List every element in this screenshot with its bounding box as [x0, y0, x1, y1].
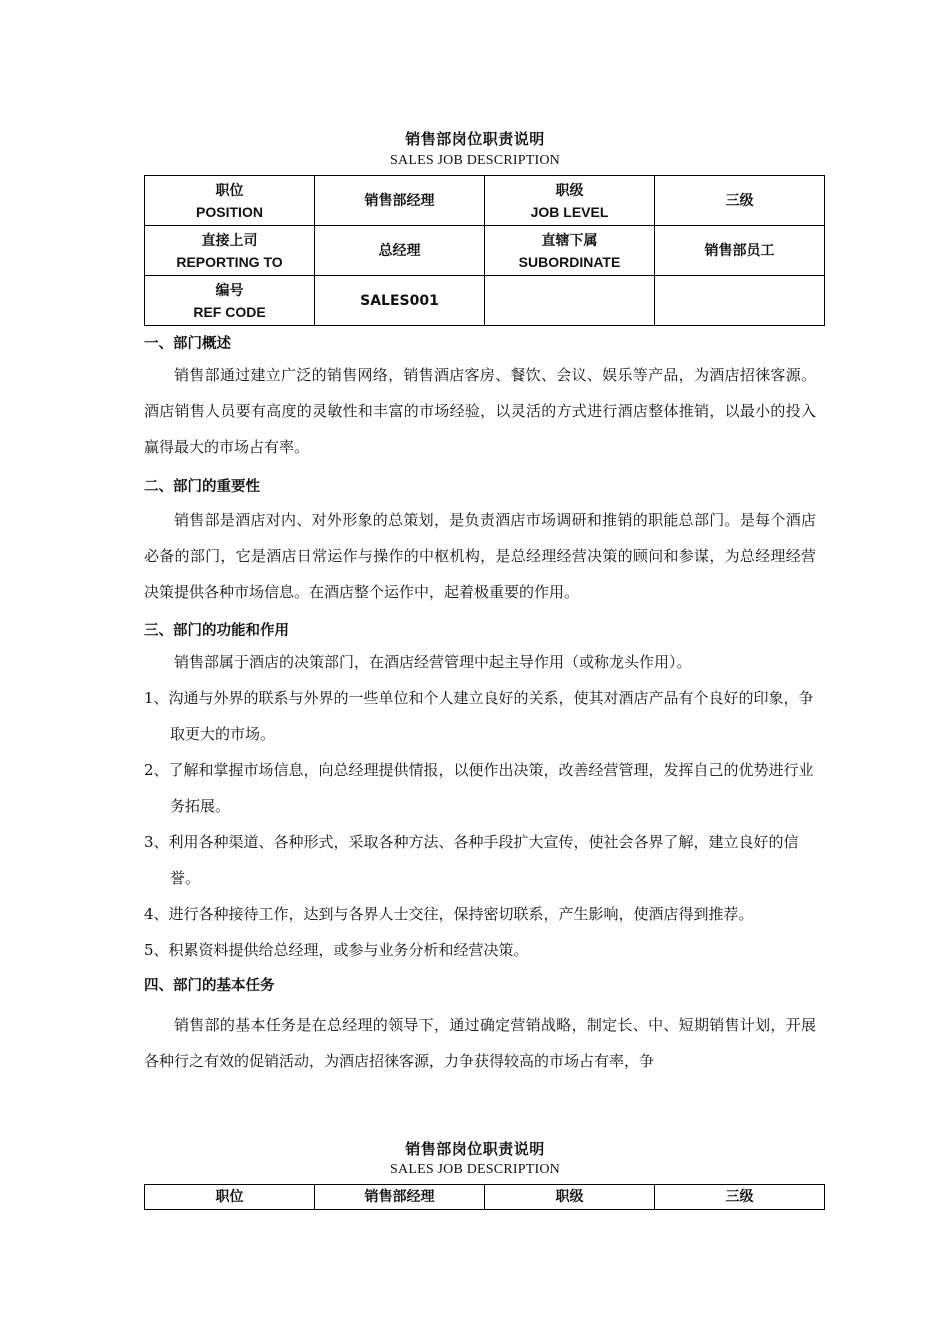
job-info-table — [144, 175, 825, 326]
position-value: 销售部经理 — [315, 176, 485, 226]
table-row — [145, 226, 825, 276]
section-paragraph: 销售部的基本任务是在总经理的领导下，通过确定营销战略，制定长、中、短期销售计划，开展各种行之有效的促销活动，为酒店招徕客源，力争获得较高的市场占有率，争 — [144, 1016, 816, 1070]
position-label: 职位 — [145, 1185, 315, 1210]
section-paragraph: 销售部属于酒店的决策部门，在酒店经营管理中起主导作用（或称龙头作用）。 — [174, 653, 692, 671]
list-item: 3、利用各种渠道、各种形式，采取各种方法、各种手段扩大宣传，使社会各界了解，建立良好的信誉。 — [144, 833, 799, 887]
position-label-cell — [145, 176, 315, 226]
section-heading: 二、部门的重要性 — [144, 479, 260, 495]
empty-cell — [485, 276, 655, 326]
job-level-label-en: JOB LEVEL — [530, 203, 609, 220]
list-item: 2、了解和掌握市场信息，向总经理提供情报，以便作出决策，改善经营管理，发挥自己的优势进行业务拓展。 — [144, 761, 814, 815]
document-title-repeat: 销售部岗位职责说明 — [405, 1140, 545, 1158]
list-item: 1、沟通与外界的联系与外界的一些单位和个人建立良好的关系，使其对酒店产品有个良好的印象，争取更大的市场。 — [144, 689, 814, 743]
table-row — [145, 276, 825, 326]
reporting-to-label-zh: 直接上司 — [201, 232, 258, 249]
subordinate-value: 销售部员工 — [655, 226, 825, 276]
section-heading: 一、部门概述 — [144, 336, 231, 352]
job-info-table-repeat — [144, 1184, 825, 1210]
job-level-label: 职级 — [485, 1185, 655, 1210]
position-label-zh: 职位 — [215, 182, 244, 199]
ref-code-label-cell — [145, 276, 315, 326]
position-label-en: POSITION — [196, 203, 263, 220]
reporting-to-label-cell — [145, 226, 315, 276]
position-value: 销售部经理 — [315, 1185, 485, 1210]
job-level-value: 三级 — [655, 176, 825, 226]
section-paragraph: 销售部是酒店对内、对外形象的总策划，是负责酒店市场调研和推销的职能总部门。是每个酒店必备的部门，它是酒店日常运作与操作的中枢机构，是总经理经营决策的顾问和参谋，为总经理经营决策提供各种市场信息。在酒店整个运作中，起着极重要的作用。 — [144, 511, 816, 601]
empty-cell — [655, 276, 825, 326]
section-heading: 四、部门的基本任务 — [144, 978, 275, 994]
table-row — [145, 176, 825, 226]
subordinate-label-cell — [485, 226, 655, 276]
document-subtitle-repeat: SALES JOB DESCRIPTION — [390, 1162, 560, 1177]
document-title: 销售部岗位职责说明 — [405, 130, 545, 148]
table-row — [145, 1185, 825, 1210]
job-level-value: 三级 — [655, 1185, 825, 1210]
job-level-label-cell — [485, 176, 655, 226]
document-subtitle: SALES JOB DESCRIPTION — [390, 153, 560, 168]
section-heading: 三、部门的功能和作用 — [144, 623, 289, 639]
section-paragraph: 销售部通过建立广泛的销售网络，销售酒店客房、餐饮、会议、娱乐等产品，为酒店招徕客源。酒店销售人员要有高度的灵敏性和丰富的市场经验，以灵活的方式进行酒店整体推销，以最小的投入赢得最大的市场占有率。 — [144, 366, 816, 456]
reporting-to-value: 总经理 — [315, 226, 485, 276]
reporting-to-label-en: REPORTING TO — [176, 253, 283, 270]
job-level-label-zh: 职级 — [555, 182, 584, 199]
ref-code-label-zh: 编号 — [215, 282, 244, 299]
list-item: 4、进行各种接待工作，达到与各界人士交往，保持密切联系，产生影响，使酒店得到推荐。 — [144, 905, 754, 923]
subordinate-label-en: SUBORDINATE — [518, 253, 621, 270]
subordinate-label-zh: 直辖下属 — [541, 232, 598, 249]
ref-code-value: SALES001 — [315, 276, 485, 326]
ref-code-label-en: REF CODE — [193, 303, 266, 320]
list-item: 5、积累资料提供给总经理，或参与业务分析和经营决策。 — [144, 941, 529, 959]
